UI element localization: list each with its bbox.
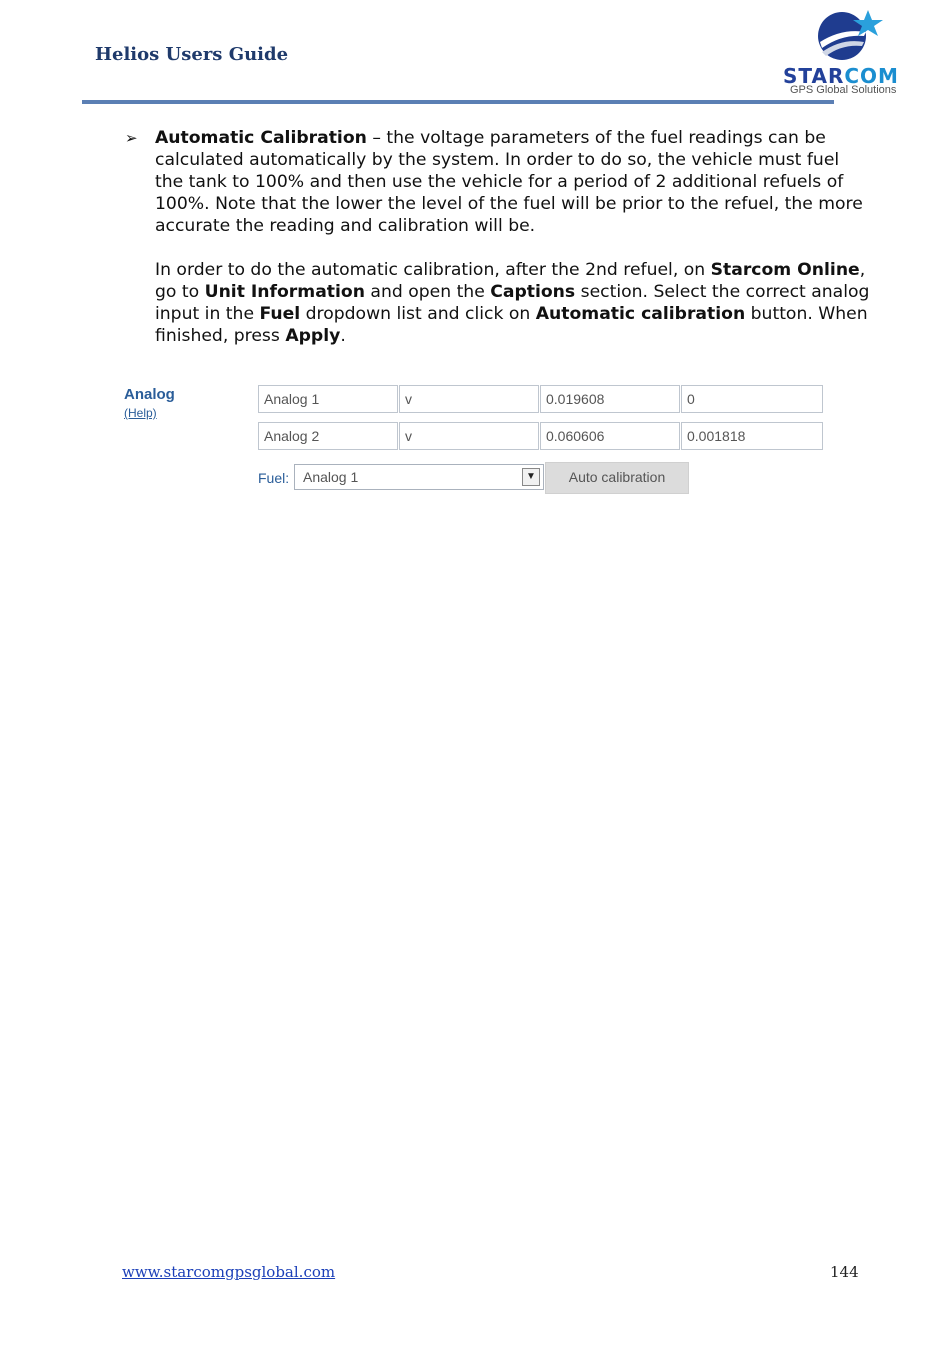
- logo-wordmark: STARCOM: [783, 64, 899, 88]
- analog-section-title: Analog: [124, 386, 175, 403]
- body-text: [125, 127, 870, 347]
- analog-unit-field[interactable]: v: [399, 422, 539, 450]
- instructions-paragraph: In order to do the automatic calibration, after the 2nd refuel, on Starcom Online, go to Unit Information and open the Captions section. Select the correct analog input in the Fuel dropdown list and click on Automatic calibration button. When finished, press Apply.: [155, 260, 870, 346]
- analog-multiplier-field[interactable]: 0.019608: [540, 385, 680, 413]
- analog-name-field[interactable]: Analog 1: [258, 385, 398, 413]
- auto-calibration-button[interactable]: Auto calibration: [545, 462, 689, 494]
- help-link[interactable]: (Help): [124, 406, 157, 420]
- analog-multiplier-field[interactable]: 0.060606: [540, 422, 680, 450]
- document-title: Helios Users Guide: [95, 44, 289, 65]
- analog-unit-field[interactable]: v: [399, 385, 539, 413]
- analog-offset-field[interactable]: 0.001818: [681, 422, 823, 450]
- analog-row-1: [258, 385, 824, 413]
- bullet-text: – the voltage parameters of the fuel readings can be calculated automatically by the system. In order to do so, the vehicle must fuel the tank to 100% and then use the vehicle for a period of 2 additional refuels of 100%. Note that the lower the level of the fuel will be prior to the refuel, the more accurate the reading and calibration will be.: [155, 128, 863, 236]
- dropdown-arrow-icon[interactable]: ▼: [522, 468, 540, 486]
- fuel-dropdown-value: Analog 1: [303, 469, 359, 485]
- fuel-label: Fuel:: [258, 470, 290, 486]
- bullet-heading: Automatic Calibration: [155, 128, 367, 148]
- analog-offset-field[interactable]: 0: [681, 385, 823, 413]
- analog-row-2: [258, 422, 824, 450]
- fuel-dropdown[interactable]: [294, 464, 544, 490]
- bullet-automatic-calibration: [125, 127, 870, 237]
- analog-name-field[interactable]: Analog 2: [258, 422, 398, 450]
- page-number: 144: [830, 1263, 859, 1281]
- website-link[interactable]: www.starcomgpsglobal.com: [122, 1263, 336, 1281]
- analog-captions-panel: [108, 378, 746, 528]
- logo-tagline: GPS Global Solutions: [790, 84, 897, 96]
- header-divider: [82, 100, 834, 104]
- arrow-bullet-icon: ➢: [125, 129, 138, 147]
